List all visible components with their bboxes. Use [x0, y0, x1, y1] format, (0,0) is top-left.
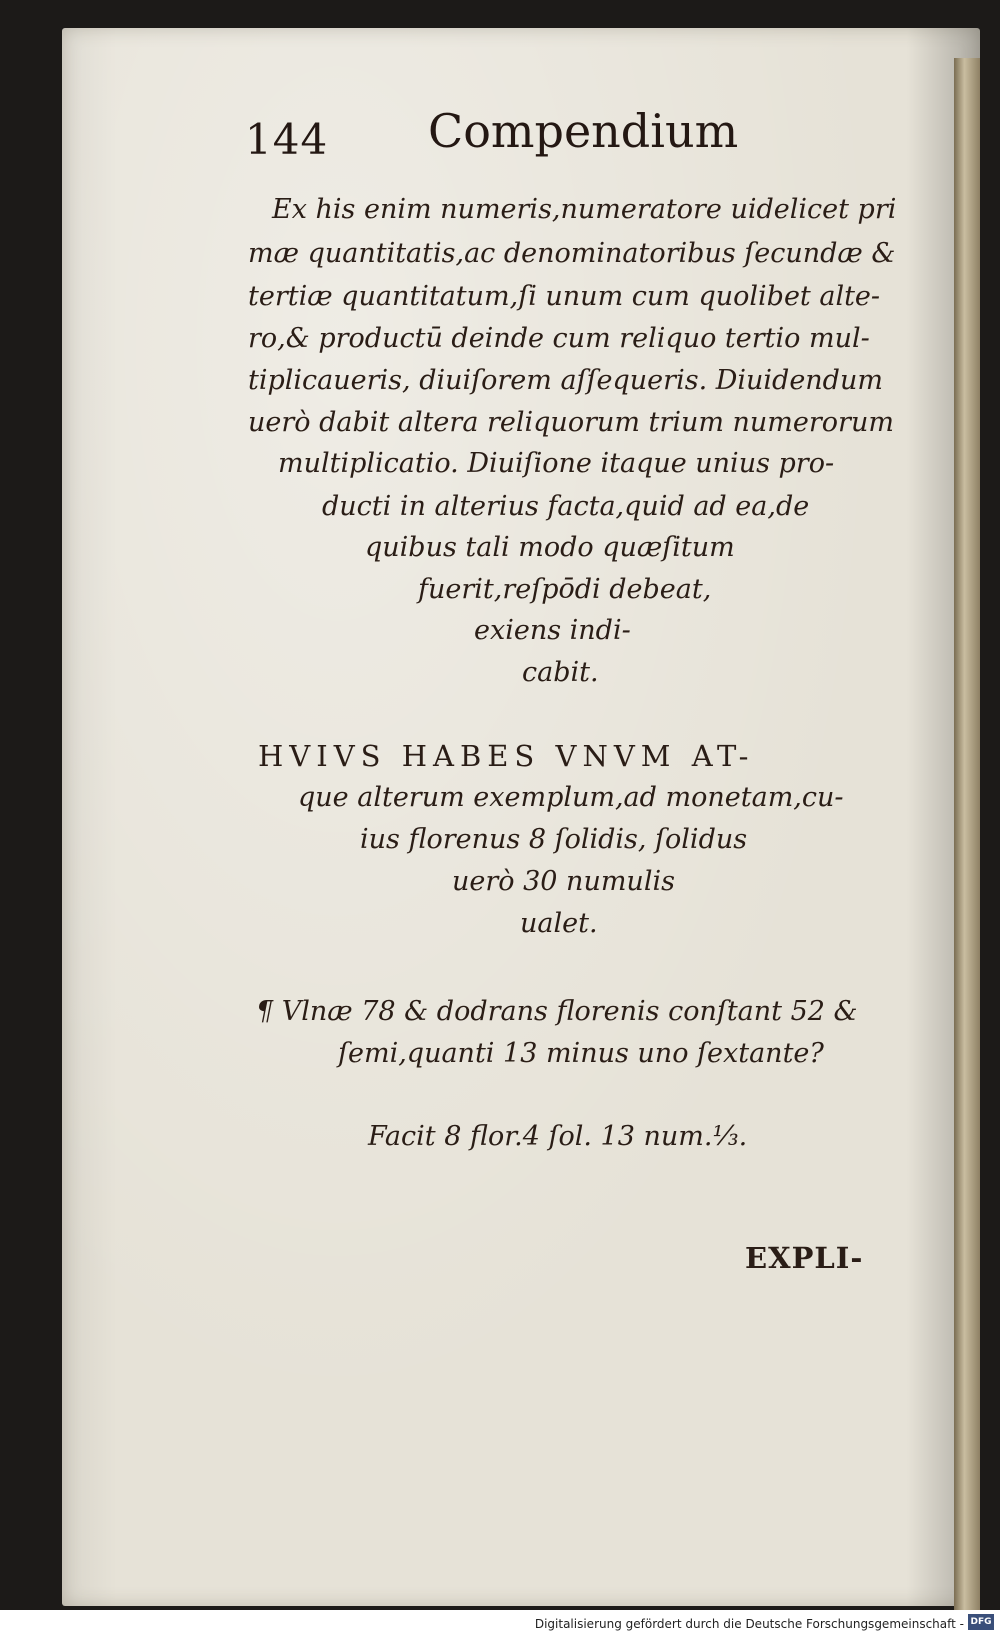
- body-line-11: exiens indi-: [474, 615, 631, 646]
- answer-line: Facit 8 flor.4 ſol. 13 num.⅓.: [368, 1121, 748, 1152]
- section-line-1: que alterum exemplum,ad monetam,cu-: [298, 782, 844, 813]
- body-line-1: Ex his enim numeris,numeratore uidelicet pri: [272, 194, 897, 225]
- problem-line-2: ſemi,quanti 13 minus uno ſextante?: [338, 1038, 824, 1069]
- body-line-4: ro,& productū deinde cum reliquo tertio mul-: [248, 323, 870, 354]
- body-line-8: ducti in alterius facta,quid ad ea,de: [322, 491, 810, 522]
- body-line-6: uerò dabit altera reliquorum trium numerorum: [248, 407, 894, 438]
- footer-bar: [0, 1610, 1000, 1634]
- body-line-12: cabit.: [522, 657, 599, 688]
- body-line-10: fuerit,reſpōdi debeat,: [418, 574, 712, 605]
- page-number: 144: [245, 115, 329, 164]
- body-line-9: quibus tali modo quæſitum: [365, 532, 735, 563]
- dfg-logo: DFG: [968, 1614, 994, 1630]
- section-line-4: ualet.: [520, 908, 598, 939]
- section-heading: HVIVS HABES VNVM AT-: [258, 739, 755, 773]
- body-line-2: mæ quantitatis,ac denominatoribus ſecundæ &: [248, 238, 896, 269]
- section-line-2: ius florenus 8 ſolidis, ſolidus: [360, 824, 748, 855]
- problem-line-1: ¶ Vlnæ 78 & dodrans florenis conſtant 52 &: [256, 996, 858, 1027]
- body-line-5: tiplicaueris, diuiſorem aſſequeris. Diuidendum: [248, 365, 883, 396]
- running-title: Compendium: [428, 104, 739, 158]
- page-edge: [954, 58, 980, 1618]
- body-line-7: multiplicatio. Diuiſione itaque unius pro-: [278, 448, 835, 479]
- footer-credit: Digitalisierung gefördert durch die Deutsche Forschungsgemeinschaft -: [534, 1617, 964, 1631]
- section-line-3: uerò 30 numulis: [452, 866, 675, 897]
- body-line-3: tertiæ quantitatum,ſi unum cum quolibet alte-: [248, 281, 881, 312]
- catchword: EXPLI-: [745, 1241, 864, 1275]
